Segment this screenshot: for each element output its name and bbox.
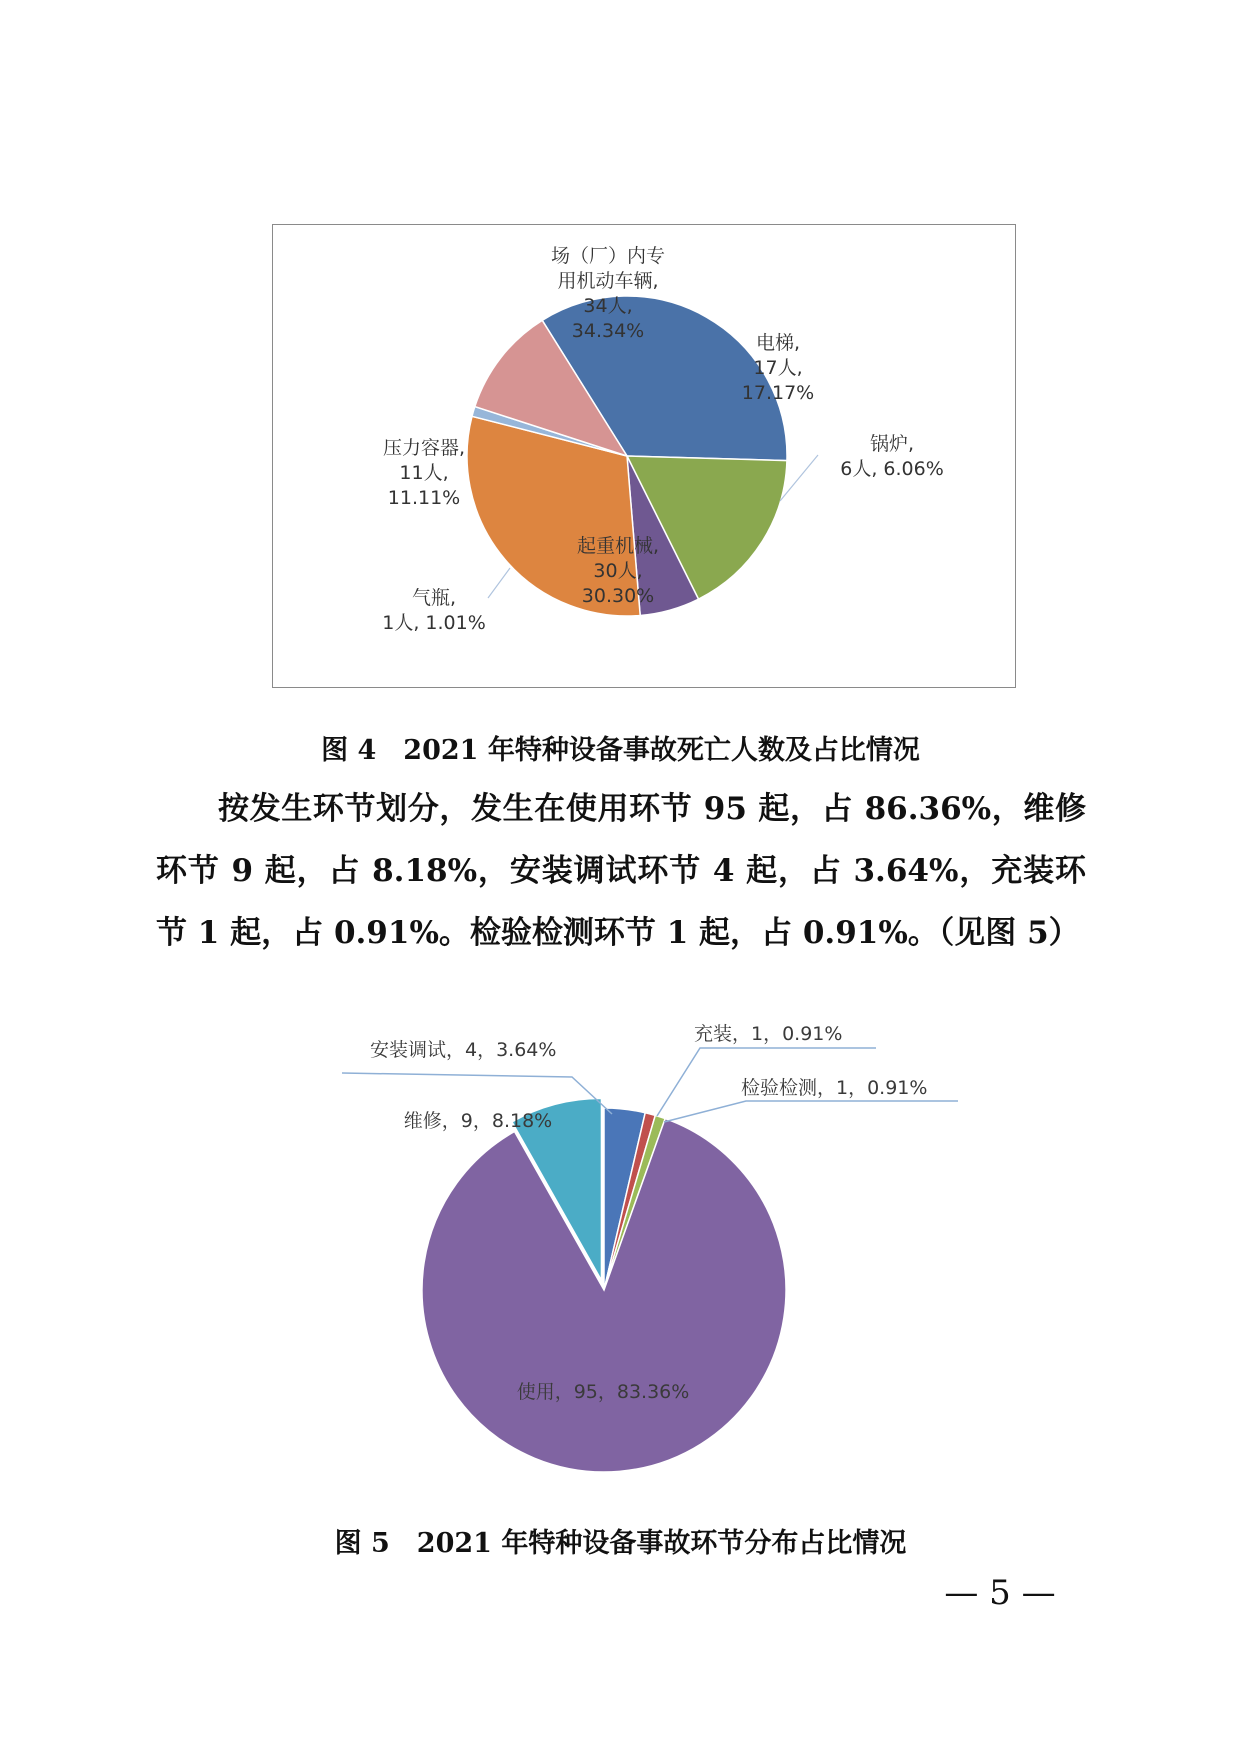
pie4-data-label-line: 17人, (753, 357, 803, 379)
page-number: — 5 — (944, 1573, 1056, 1613)
pie5-data-label-2: 检验检测，1，0.91% (741, 1077, 928, 1099)
pie5-data-label-3: 使用，95，83.36% (516, 1381, 690, 1403)
pie4-data-label-line: 30人, (593, 560, 643, 582)
figure-5-caption: 图 5 2021 年特种设备事故环节分布占比情况 (334, 1528, 907, 1559)
pie4-data-label-line: 起重机械, (576, 535, 660, 557)
pie5-data-label-0: 安装调试，4，3.64% (370, 1039, 557, 1061)
pie5-data-label-4: 维修，9，8.18% (403, 1110, 553, 1132)
pie5-leader-line-2 (664, 1101, 958, 1122)
pie4-data-label-line: 11人, (399, 462, 449, 484)
pie4-data-label-line: 11.11% (387, 487, 461, 509)
figure-4-caption: 图 4 2021 年特种设备事故死亡人数及占比情况 (321, 735, 920, 766)
pie4-data-label-line: 场（厂）内专 (550, 245, 666, 267)
pie4-data-label-line: 电梯, (755, 332, 801, 354)
pie4-data-label-line: 锅炉, (869, 433, 915, 455)
pie4-data-label-line: 34人, (583, 295, 633, 317)
pie5-data-label-1: 充装，1，0.91% (694, 1023, 843, 1045)
pie4-data-label-line: 气瓶, (411, 587, 457, 609)
pie4-data-label-line: 6人, 6.06% (840, 458, 944, 480)
pie4-data-label-line: 17.17% (741, 382, 815, 404)
body-paragraph: 按发生环节划分，发生在使用环节 95 起，占 86.36%，维修环节 9 起，占 8.18%，安装调试环节 4 起，占 3.64%，充装环节 1 起，占 0.91%。检验检测环节 1 起，占 0.91%。（见图 5） (156, 791, 1086, 951)
pie4-data-label-line: 34.34% (571, 320, 645, 342)
pie4-data-label-line: 用机动车辆, (557, 270, 659, 292)
pie4-data-label-line: 30.30% (581, 585, 655, 607)
pie4-data-label-line: 压力容器, (382, 437, 466, 459)
pie4-data-label-line: 1人, 1.01% (382, 612, 486, 634)
